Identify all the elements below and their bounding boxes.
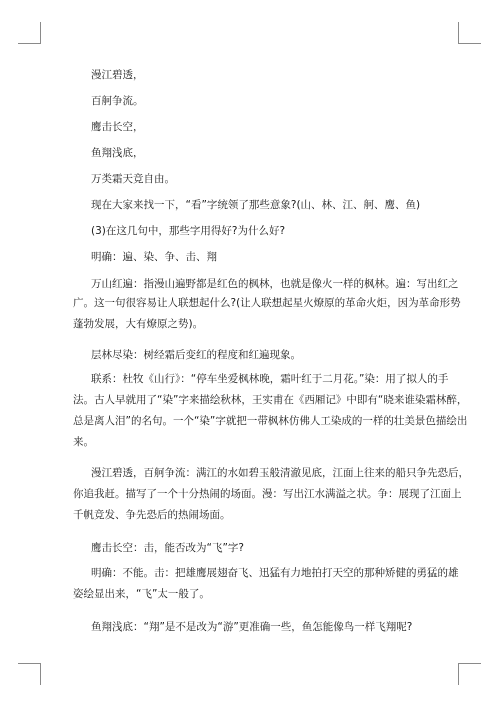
text-line: 你追我赶。描写了一个十分热闹的场面。漫：写出江水满溢之状。争：展现了江面上 xyxy=(73,488,462,500)
text-line: 联系：杜牧《山行》：“停车坐爱枫林晚，霜叶红于二月花。”染：用了拟人的手 xyxy=(91,373,449,385)
text-line: 鹰击长空：击，能否改为“飞”字? xyxy=(91,542,244,554)
crop-mark-top-left xyxy=(40,22,41,44)
crop-mark-top-right xyxy=(458,22,459,44)
crop-mark-top-left xyxy=(18,43,40,44)
text-line: 明确：遍、染、争、击、翔 xyxy=(91,251,217,263)
text-line: 鹰击长空， xyxy=(91,121,144,133)
text-line: 鱼翔浅底， xyxy=(91,147,144,159)
crop-mark-bottom-right xyxy=(459,663,481,664)
text-line: 万类霜天竞自由。 xyxy=(91,173,175,185)
text-line: 漫江碧透，百舸争流：满江的水如碧玉般清澈见底，江面上往来的船只争先恐后， xyxy=(91,467,469,479)
crop-mark-top-right xyxy=(459,43,481,44)
text-line: 现在大家来找一下，“看”字统领了那些意象?(山、林、江、舸、鹰、鱼) xyxy=(91,199,421,211)
text-line: 百舸争流。 xyxy=(91,95,144,107)
text-line: (3)在这几句中，那些字用得好?为什么好? xyxy=(91,225,286,237)
crop-mark-bottom-right xyxy=(458,663,459,685)
text-line: 法。古人早就用了“染”字来描绘秋林，王实甫在《西厢记》中即有“晓来谁染霜林醉， xyxy=(73,394,468,406)
text-line: 明确：不能。击：把雄鹰展翅奋飞、迅猛有力地拍打天空的那种矫健的勇猛的雄 xyxy=(91,567,459,579)
text-line: 来。 xyxy=(73,436,94,448)
text-line: 千帆竞发、争先恐后的热闹场面。 xyxy=(73,509,231,521)
text-line: 姿绘显出来，“飞”太一般了。 xyxy=(73,588,210,600)
crop-mark-bottom-left xyxy=(18,663,40,664)
text-line: 漫江碧透， xyxy=(91,69,144,81)
text-line: 蓬勃发展，大有燎原之势)。 xyxy=(73,318,204,330)
text-line: 万山红遍：指漫山遍野都是红色的枫林，也就是像火一样的枫林。遍：写出红之 xyxy=(91,278,459,290)
text-line: 层林尽染：树经霜后变红的程度和红遍现象。 xyxy=(91,349,301,361)
text-line: 鱼翔浅底：“翔”是不是改为“游”更准确一些，鱼怎能像鸟一样飞翔呢? xyxy=(91,621,413,633)
text-line: 广。这一句很容易让人联想起什么?(让人联想起星火燎原的革命火炬，因为革命形势 xyxy=(73,297,461,309)
crop-mark-bottom-left xyxy=(40,663,41,685)
text-line: 总是离人泪”的名句。一个“染”字就把一带枫林仿佛人工染成的一样的壮美景色描绘出 xyxy=(73,415,468,427)
